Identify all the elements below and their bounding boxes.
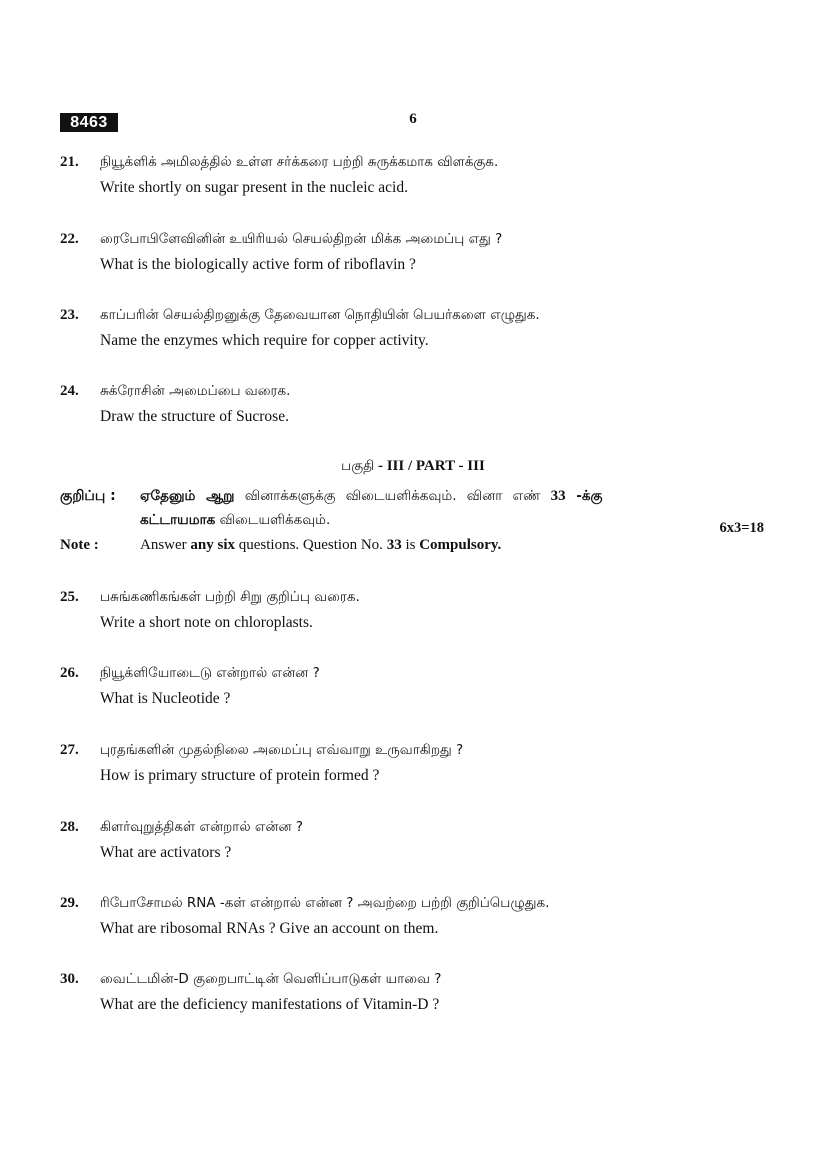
question-text-tamil: கிளர்வுறுத்திகள் என்றால் என்ன ? [100, 819, 304, 835]
part-heading-english: - III / PART - III [374, 458, 485, 474]
question-text-english: What are ribosomal RNAs ? Give an account on them. [100, 920, 439, 937]
question-text-tamil: சுக்ரோசின் அமைப்பை வரைக. [100, 383, 291, 399]
page-number: 6 [409, 111, 417, 127]
question-text-english: Write shortly on sugar present in the nucleic acid. [100, 179, 408, 196]
question-text-tamil: நியூக்ளிக் அமிலத்தில் உள்ள சர்க்கரை பற்றி சுருக்கமாக விளக்குக. [100, 154, 499, 170]
note-label-tamil: குறிப்பு : [60, 488, 116, 504]
question-text-english: What is Nucleotide ? [100, 690, 231, 707]
question-text-english: How is primary structure of protein formed ? [100, 767, 380, 784]
question-text-tamil: நியூக்ளியோடைடு என்றால் என்ன ? [100, 665, 320, 681]
question-text-english: What is the biologically active form of riboflavin ? [100, 256, 416, 273]
part-heading-tamil: பகுதி [341, 458, 375, 474]
question-text-english: What are activators ? [100, 844, 232, 861]
question-number: 24. [60, 383, 79, 399]
question-number: 27. [60, 742, 79, 758]
question-text-english: Draw the structure of Sucrose. [100, 408, 289, 425]
marks-allocation: 6x3=18 [719, 520, 764, 536]
question-number: 23. [60, 307, 79, 323]
part-heading [0, 458, 826, 476]
question-text-tamil: ரைபோபிளேவினின் உயிரியல் செயல்திறன் மிக்க அமைப்பு எது ? [100, 231, 503, 247]
note-text-english: Answer any six questions. Question No. 33 is Compulsory. [140, 537, 502, 553]
question-text-english: What are the deficiency manifestations of Vitamin-D ? [100, 996, 440, 1013]
question-text-tamil: பசுங்கணிகங்கள் பற்றி சிறு குறிப்பு வரைக. [100, 589, 360, 605]
question-number: 28. [60, 819, 79, 835]
question-number: 26. [60, 665, 79, 681]
paper-code-badge: 8463 [60, 113, 118, 132]
question-text-tamil: வைட்டமின்-D குறைபாட்டின் வெளிப்பாடுகள் யாவை ? [100, 971, 442, 987]
question-text-english: Write a short note on chloroplasts. [100, 614, 313, 631]
question-text-tamil: புரதங்களின் முதல்நிலை அமைப்பு எவ்வாறு உருவாகிறது ? [100, 742, 464, 758]
question-text-english: Name the enzymes which require for copper activity. [100, 332, 429, 349]
question-text-tamil: காப்பரின் செயல்திறனுக்கு தேவையான நொதியின் பெயர்களை எழுதுக. [100, 307, 540, 323]
question-number: 22. [60, 231, 79, 247]
question-number: 30. [60, 971, 79, 987]
note-text-tamil-line1: ஏதேனும் ஆறு வினாக்களுக்கு விடையளிக்கவும். வினா எண் 33 -க்கு [140, 488, 603, 504]
note-label-english: Note : [60, 537, 99, 553]
note-text-tamil-line2: கட்டாயமாக விடையளிக்கவும். [140, 512, 331, 528]
question-text-tamil: ரிபோசோமல் RNA -கள் என்றால் என்ன ? அவற்றை பற்றி குறிப்பெழுதுக. [100, 895, 550, 911]
question-number: 25. [60, 589, 79, 605]
question-number: 21. [60, 154, 79, 170]
question-number: 29. [60, 895, 79, 911]
